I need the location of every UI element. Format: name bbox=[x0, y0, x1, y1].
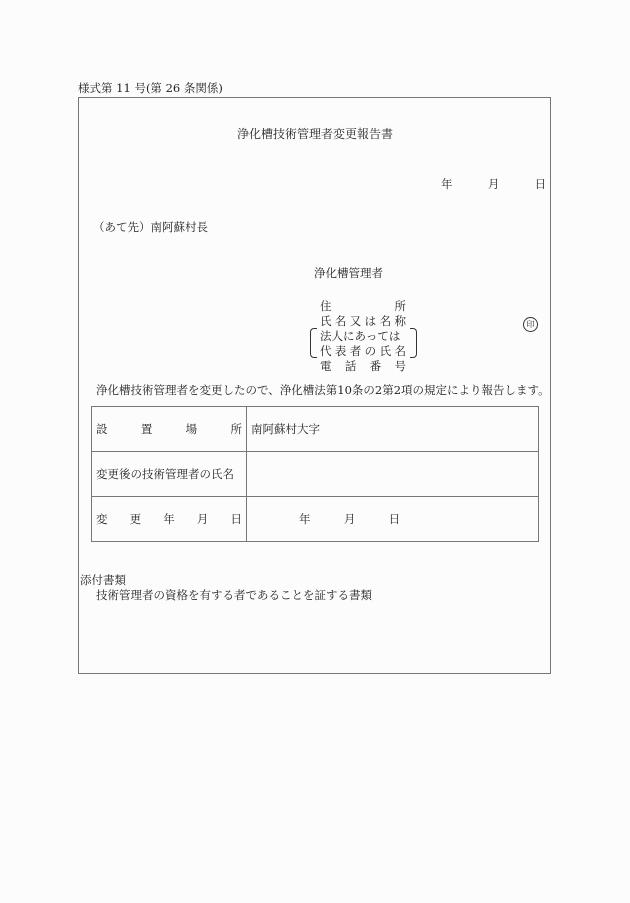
bracket-right bbox=[410, 328, 417, 358]
document-title: 浄化槽技術管理者変更報告書 bbox=[236, 127, 393, 141]
year-label: 年 bbox=[441, 177, 453, 191]
seal-icon: 印 bbox=[523, 317, 538, 332]
table-row bbox=[92, 452, 539, 497]
info-table bbox=[91, 406, 539, 542]
address-label: 住 所 bbox=[320, 299, 406, 313]
name-label: 氏 名 又 は 名 称 bbox=[320, 314, 406, 328]
new-manager-name-value[interactable] bbox=[247, 452, 539, 497]
table-row bbox=[92, 497, 539, 542]
installation-location-label: 設 置 場 所 bbox=[92, 407, 247, 452]
phone-label: 電 話 番 号 bbox=[320, 359, 406, 373]
manager-heading: 浄化槽管理者 bbox=[314, 266, 383, 280]
attachments-heading: 添付書類 bbox=[80, 573, 126, 587]
new-manager-name-label: 変更後の技術管理者の氏名 bbox=[92, 452, 247, 497]
attachment-item: 技術管理者の資格を有する者であることを証する書類 bbox=[96, 588, 372, 602]
month-label: 月 bbox=[487, 177, 500, 191]
addressee: （あて先）南阿蘇村長 bbox=[93, 220, 208, 234]
bracket-left bbox=[310, 328, 317, 358]
change-date-label: 変 更 年 月 日 bbox=[92, 497, 247, 542]
report-date bbox=[441, 176, 546, 192]
corp-note-line1: 法人にあっては bbox=[320, 329, 401, 343]
table-row bbox=[92, 407, 539, 452]
form-number-label: 様式第 11 号(第 26 条関係) bbox=[78, 81, 223, 95]
representative-name-label: 代 表 者 の 氏 名 bbox=[320, 344, 406, 358]
report-statement: 浄化槽技術管理者を変更したので、浄化槽法第10条の2第2項の規定により報告します。 bbox=[96, 383, 550, 397]
change-date-value[interactable]: 年 月 日 bbox=[247, 497, 539, 542]
installation-location-value[interactable]: 南阿蘇村大字 bbox=[247, 407, 539, 452]
day-label: 日 bbox=[534, 177, 547, 191]
